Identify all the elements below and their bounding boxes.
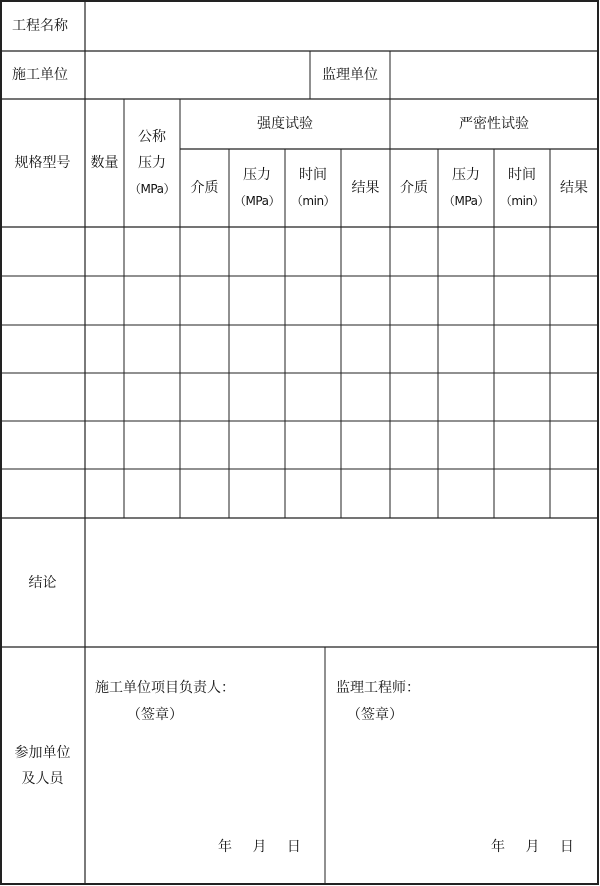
table-cell[interactable]	[85, 276, 124, 325]
table-cell[interactable]	[229, 469, 285, 518]
project-name-field[interactable]	[85, 1, 598, 51]
table-cell[interactable]	[390, 227, 438, 276]
table-cell[interactable]	[494, 227, 550, 276]
table-cell[interactable]	[0, 469, 85, 518]
table-cell[interactable]	[341, 373, 390, 421]
contractor-seal: （签章）	[127, 707, 183, 723]
table-cell[interactable]	[341, 276, 390, 325]
strength-medium-header: 介质	[190, 180, 219, 196]
table-cell[interactable]	[85, 325, 124, 373]
table-cell[interactable]	[124, 227, 180, 276]
table-cell[interactable]	[229, 276, 285, 325]
table-cell[interactable]	[390, 469, 438, 518]
table-cell[interactable]	[180, 325, 229, 373]
table-cell[interactable]	[550, 421, 598, 469]
tightness-pressure-header: 压力 （MPa）	[443, 167, 489, 208]
table-cell[interactable]	[180, 373, 229, 421]
table-cell[interactable]	[494, 469, 550, 518]
table-cell[interactable]	[341, 227, 390, 276]
table-cell[interactable]	[494, 325, 550, 373]
table-cell[interactable]	[124, 325, 180, 373]
table-cell[interactable]	[285, 325, 341, 373]
table-cell[interactable]	[124, 421, 180, 469]
table-cell[interactable]	[229, 421, 285, 469]
contractor-signature-area[interactable]	[85, 647, 325, 884]
table-cell[interactable]	[438, 373, 494, 421]
contractor-lead-label: 施工单位项目负责人：	[95, 680, 235, 696]
table-cell[interactable]	[550, 469, 598, 518]
tightness-time-header: 时间 （min）	[499, 167, 545, 208]
table-cell[interactable]	[341, 421, 390, 469]
table-cell[interactable]	[494, 373, 550, 421]
table-cell[interactable]	[85, 227, 124, 276]
table-cell[interactable]	[494, 421, 550, 469]
strength-time-header: 时间 （min）	[290, 167, 336, 208]
col-nominal-pressure: 公称 压力 （MPa）	[129, 129, 175, 196]
table-cell[interactable]	[0, 276, 85, 325]
table-cell[interactable]	[180, 276, 229, 325]
table-cell[interactable]	[0, 421, 85, 469]
col-quantity: 数量	[90, 155, 119, 171]
col-spec-model: 规格型号	[14, 155, 71, 171]
table-cell[interactable]	[390, 421, 438, 469]
table-cell[interactable]	[550, 276, 598, 325]
contractor-field[interactable]	[85, 51, 310, 99]
supervisor-unit-field[interactable]	[390, 51, 598, 99]
table-cell[interactable]	[438, 469, 494, 518]
table-cell[interactable]	[0, 373, 85, 421]
supervisor-signature-area[interactable]	[325, 647, 598, 884]
table-cell[interactable]	[229, 325, 285, 373]
table-cell[interactable]	[390, 325, 438, 373]
table-cell[interactable]	[341, 325, 390, 373]
table-cell[interactable]	[390, 373, 438, 421]
strength-test-header: 强度试验	[257, 116, 313, 132]
table-cell[interactable]	[285, 227, 341, 276]
table-cell[interactable]	[0, 325, 85, 373]
table-cell[interactable]	[180, 469, 229, 518]
tightness-medium-header: 介质	[400, 180, 428, 196]
table-cell[interactable]	[285, 469, 341, 518]
table-cell[interactable]	[124, 373, 180, 421]
table-cell[interactable]	[0, 227, 85, 276]
table-cell[interactable]	[494, 276, 550, 325]
table-cell[interactable]	[229, 227, 285, 276]
contractor-date: 年 月 日	[218, 839, 301, 855]
tightness-result-header: 结果	[560, 180, 588, 196]
supervisor-seal: （签章）	[347, 707, 403, 723]
table-cell[interactable]	[341, 469, 390, 518]
table-cell[interactable]	[438, 227, 494, 276]
project-name-label: 工程名称	[12, 18, 68, 34]
table-cell[interactable]	[550, 325, 598, 373]
table-cell[interactable]	[390, 276, 438, 325]
supervisor-unit-label: 监理单位	[322, 67, 378, 83]
contractor-label: 施工单位	[12, 67, 68, 83]
table-cell[interactable]	[180, 227, 229, 276]
table-cell[interactable]	[438, 325, 494, 373]
supervising-engineer-label: 监理工程师：	[336, 680, 420, 696]
strength-result-header: 结果	[351, 180, 380, 196]
conclusion-field[interactable]	[85, 518, 598, 647]
table-cell[interactable]	[550, 373, 598, 421]
table-cell[interactable]	[85, 469, 124, 518]
conclusion-label: 结论	[28, 574, 57, 591]
table-cell[interactable]	[180, 421, 229, 469]
table-cell[interactable]	[85, 421, 124, 469]
participants-label: 参加单位 及人员	[14, 744, 71, 787]
table-cell[interactable]	[85, 373, 124, 421]
table-cell[interactable]	[124, 469, 180, 518]
table-cell[interactable]	[229, 373, 285, 421]
supervisor-date: 年 月 日	[491, 839, 574, 855]
table-cell[interactable]	[285, 421, 341, 469]
table-cell[interactable]	[124, 276, 180, 325]
table-cell[interactable]	[438, 276, 494, 325]
tightness-test-header: 严密性试验	[459, 116, 529, 132]
table-cell[interactable]	[285, 373, 341, 421]
table-cell[interactable]	[550, 227, 598, 276]
table-cell[interactable]	[438, 421, 494, 469]
table-cell[interactable]	[285, 276, 341, 325]
strength-pressure-header: 压力 （MPa）	[234, 167, 280, 208]
